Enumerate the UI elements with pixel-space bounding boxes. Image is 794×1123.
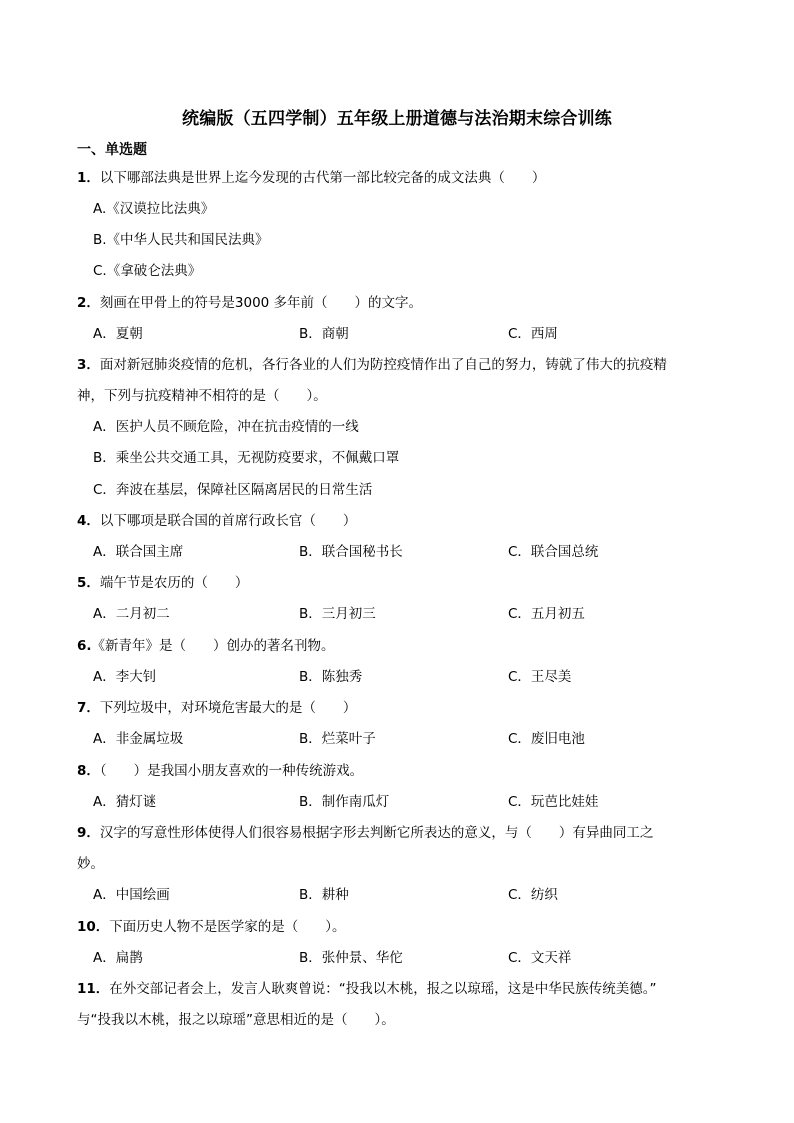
question-number: 6. — [77, 638, 92, 654]
option-b[interactable]: B．乘坐公共交通工具，无视防疫要求，不佩戴口罩 — [93, 450, 400, 466]
option-a[interactable]: A．李大钊 — [93, 669, 157, 685]
question-number: 10． — [77, 919, 110, 935]
question-number: 4． — [77, 513, 100, 529]
question-text: 在外交部记者会上，发言人耿爽曾说：“投我以木桃，报之以琼瑶，这是中华民族传统美德。” — [109, 981, 657, 997]
question-text: 汉字的写意性形体使得人们很容易根据字形去判断它所表达的意义，与（ ）有异曲同工之 — [99, 825, 654, 841]
question-number: 1． — [77, 170, 100, 186]
option-b[interactable]: B．烂菜叶子 — [299, 731, 376, 747]
question-number: 3． — [77, 357, 100, 373]
question-text: 下列垃圾中，对环境危害最大的是（ ） — [99, 700, 357, 716]
option-a[interactable]: A．中国绘画 — [93, 887, 170, 903]
question-text: 以下哪部法典是世界上迄今发现的古代第一部比较完备的成文法典（ ） — [99, 170, 546, 186]
question-number: 7． — [77, 700, 100, 716]
option-b[interactable]: B．制作南瓜灯 — [299, 794, 390, 810]
question-6 — [77, 634, 335, 654]
question-number: 11． — [77, 981, 110, 997]
question-9 — [77, 821, 653, 841]
question-text: 以下哪项是联合国的首席行政长官（ ） — [99, 513, 357, 529]
option-c[interactable]: C．玩芭比娃娃 — [508, 794, 599, 810]
option-c[interactable]: C．王尽美 — [508, 669, 572, 685]
question-11-line-2: 与“投我以木桃，报之以琼瑶”意思相近的是（ ）。 — [77, 1012, 395, 1028]
question-3-line-2: 神，下列与抗疫精神不相符的是（ ）。 — [77, 388, 327, 404]
question-1 — [77, 166, 545, 186]
question-9-line-2: 妙。 — [77, 856, 104, 872]
option-a[interactable]: A．联合国主席 — [93, 544, 184, 560]
option-c[interactable]: C.《拿破仑法典》 — [93, 263, 202, 279]
option-c[interactable]: C．联合国总统 — [508, 544, 599, 560]
question-4 — [77, 509, 356, 529]
question-text: 面对新冠肺炎疫情的危机，各行各业的人们为防控疫情作出了自己的努力，铸就了伟大的抗疫精 — [99, 357, 667, 373]
option-a[interactable]: A．扁鹊 — [93, 950, 143, 966]
question-7 — [77, 696, 356, 716]
option-b[interactable]: B．陈独秀 — [299, 669, 363, 685]
option-a[interactable]: A．二月初二 — [93, 606, 170, 622]
option-b[interactable]: B．联合国秘书长 — [299, 544, 403, 560]
question-11 — [77, 977, 657, 997]
question-text: 刻画在甲骨上的符号是3000 多年前（ ）的文字。 — [99, 295, 423, 311]
section-title: 一、单选题 — [77, 142, 147, 158]
option-b[interactable]: B．三月初三 — [299, 606, 376, 622]
page-title: 统编版（五四学制）五年级上册道德与法治期末综合训练 — [182, 109, 612, 129]
question-number: 2． — [77, 295, 100, 311]
option-b[interactable]: B．张仲景、华佗 — [299, 950, 403, 966]
question-5 — [77, 571, 248, 591]
question-text: 端午节是农历的（ ） — [99, 575, 249, 591]
question-text: 下面历史人物不是医学家的是（ ）。 — [109, 919, 346, 935]
question-text: 《新青年》是（ ）创办的著名刊物。 — [91, 638, 335, 654]
option-a[interactable]: A．夏朝 — [93, 326, 143, 342]
option-a[interactable]: A．医护人员不顾危险，冲在抗击疫情的一线 — [93, 419, 359, 435]
question-text: （ ）是我国小朋友喜欢的一种传统游戏。 — [99, 763, 364, 779]
question-number: 8． — [77, 763, 100, 779]
option-b[interactable]: B．商朝 — [299, 326, 349, 342]
option-c[interactable]: C．五月初五 — [508, 606, 585, 622]
question-3 — [77, 353, 667, 373]
option-c[interactable]: C．纺织 — [508, 887, 558, 903]
option-c[interactable]: C．文天祥 — [508, 950, 572, 966]
option-a[interactable]: A．非金属垃圾 — [93, 731, 184, 747]
question-number: 5． — [77, 575, 100, 591]
option-b[interactable]: B．耕种 — [299, 887, 349, 903]
option-a[interactable]: A.《汉谟拉比法典》 — [93, 201, 215, 217]
option-a[interactable]: A．猜灯谜 — [93, 794, 157, 810]
question-2 — [77, 291, 422, 311]
option-c[interactable]: C．废旧电池 — [508, 731, 585, 747]
question-10 — [77, 915, 346, 935]
option-b[interactable]: B.《中华人民共和国民法典》 — [93, 232, 269, 248]
question-8 — [77, 759, 363, 779]
question-number: 9． — [77, 825, 100, 841]
option-c[interactable]: C．奔波在基层，保障社区隔离居民的日常生活 — [93, 482, 373, 498]
option-c[interactable]: C．西周 — [508, 326, 558, 342]
